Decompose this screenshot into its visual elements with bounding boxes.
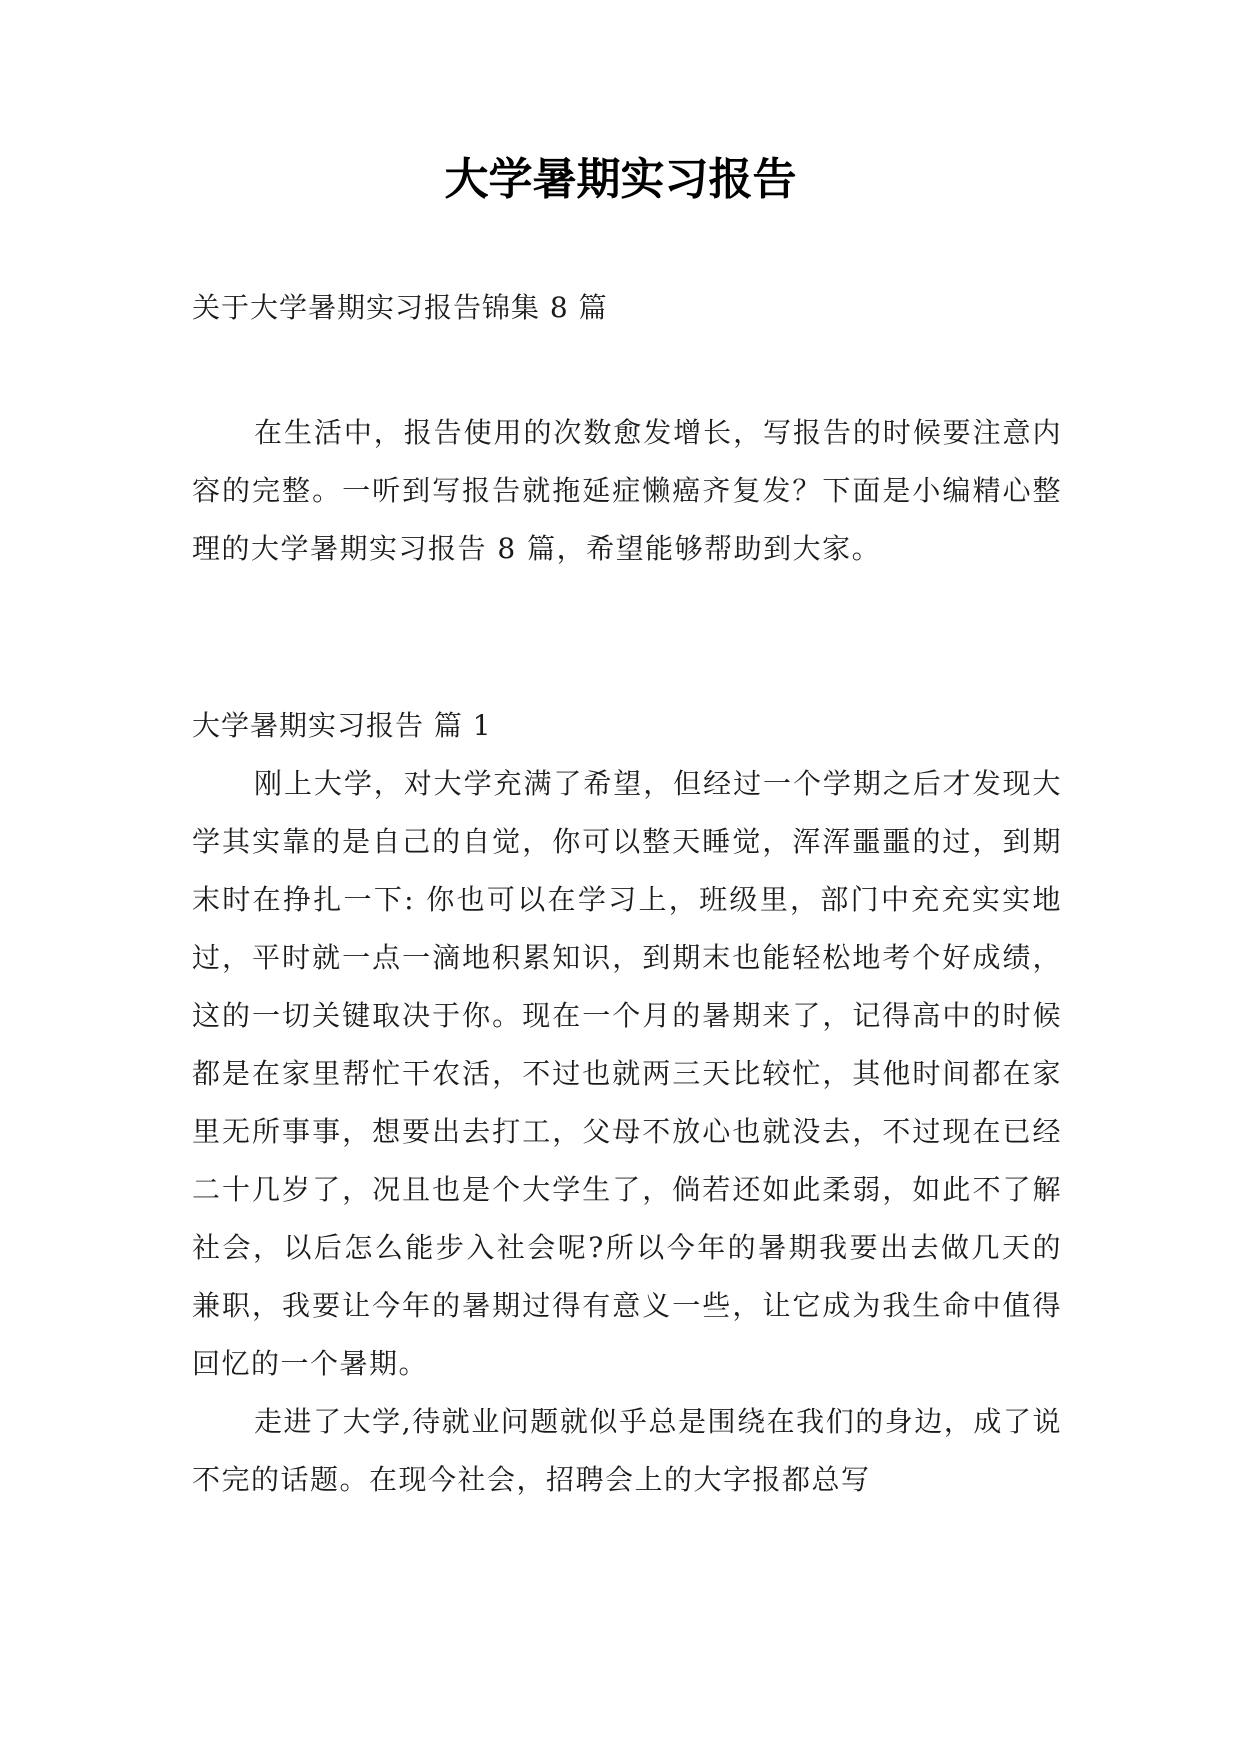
section-body xyxy=(192,755,1062,1509)
section-heading: 大学暑期实习报告 篇 1 xyxy=(192,709,492,742)
document-title: 大学暑期实习报告 xyxy=(444,154,797,205)
intro-paragraph: 在生活中，报告使用的次数愈发增长，写报告的时候要注意内容的完整。一听到写报告就拖延症懒癌齐复发？下面是小编精心整理的大学暑期实习报告 8 篇，希望能够帮助到大家。 xyxy=(192,416,1062,565)
body-paragraph: 刚上大学，对大学充满了希望，但经过一个学期之后才发现大学其实靠的是自己的自觉，你可以整天睡觉，浑浑噩噩的过，到期末时在挣扎一下: 你也可以在学习上，班级里，部门中充充实实地过，平时就一点一滴地积累知识，到期末也能轻松地考个好成绩，这的一切关键取决于你。现在一个月的暑期来了，记得高中的时候都是在家里帮忙干农活，不过也就两三天比较忙，其他时间都在家里无所事事，想要出去打工，父母不放心也就没去，不过现在已经二十几岁了，况且也是个大学生了，倘若还如此柔弱，如此不了解社会，以后怎么能步入社会呢?所以今年的暑期我要出去做几天的兼职，我要让今年的暑期过得有意义一些，让它成为我生命中值得回忆的一个暑期。 xyxy=(192,767,1062,1380)
document-subtitle: 关于大学暑期实习报告锦集 8 篇 xyxy=(192,291,608,324)
intro-block xyxy=(192,404,1062,578)
body-paragraph: 走进了大学,待就业问题就似乎总是围绕在我们的身边，成了说不完的话题。在现今社会，招聘会上的大字报都总写 xyxy=(192,1405,1062,1496)
